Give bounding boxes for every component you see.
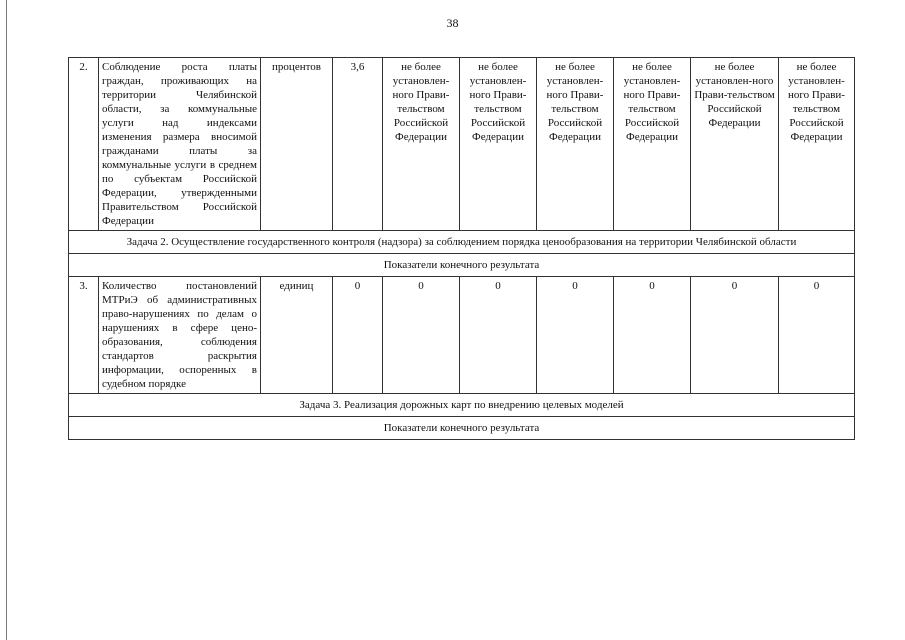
page-number: 38	[446, 16, 459, 30]
table-row	[69, 58, 855, 231]
row-number: 3.	[69, 277, 99, 394]
row-number: 2.	[69, 58, 99, 231]
table-row	[69, 277, 855, 394]
value-cell: 0	[614, 277, 691, 394]
base-value-cell: 0	[333, 277, 383, 394]
value-cell: не более установлен-ного Прави-тельством Российской Федерации	[779, 58, 855, 231]
indicator-name: Соблюдение роста платы граждан, проживающих на территории Челябинской области, за коммунальные услуги над индексами изменения размера вносимой гражданами платы за коммунальные услуги в среднем по субъектам Российской Федерации, утвержденными Правительством Российской Федерации	[99, 58, 261, 231]
value-cell: не более установлен-ного Прави-тельством Российской Федерации	[383, 58, 460, 231]
indicators-header-row	[69, 417, 855, 440]
task-row	[69, 394, 855, 417]
value-cell: не более установлен-ного Прави-тельством Российской Федерации	[460, 58, 537, 231]
value-cell: 0	[779, 277, 855, 394]
unit-cell: единиц	[261, 277, 333, 394]
value-cell: не более установлен-ного Прави-тельством Российской Федерации	[537, 58, 614, 231]
task-row	[69, 231, 855, 254]
base-value-cell: 3,6	[333, 58, 383, 231]
indicators-heading: Показатели конечного результата	[69, 254, 855, 277]
indicators-table	[68, 57, 855, 440]
value-cell: не более установлен-ного Прави-тельством Российской Федерации	[614, 58, 691, 231]
task-3-heading: Задача 3. Реализация дорожных карт по внедрению целевых моделей	[69, 394, 855, 417]
unit-cell: процентов	[261, 58, 333, 231]
task-2-heading: Задача 2. Осуществление государственного контроля (надзора) за соблюдением порядка ценообразования на территории Челябинской области	[69, 231, 855, 254]
value-cell: 0	[460, 277, 537, 394]
value-cell: 0	[691, 277, 779, 394]
indicators-heading: Показатели конечного результата	[69, 417, 855, 440]
page-edge-line	[6, 0, 7, 640]
indicator-name: Количество постановлений МТРиЭ об административных право-нарушениях по делам о нарушениях в сфере цено-образования, соблюдения стандартов раскрытия информации, оспоренных в судебном порядке	[99, 277, 261, 394]
value-cell: 0	[537, 277, 614, 394]
value-cell: 0	[383, 277, 460, 394]
value-cell: не более установлен-ного Прави-тельством Российской Федерации	[691, 58, 779, 231]
indicators-header-row	[69, 254, 855, 277]
